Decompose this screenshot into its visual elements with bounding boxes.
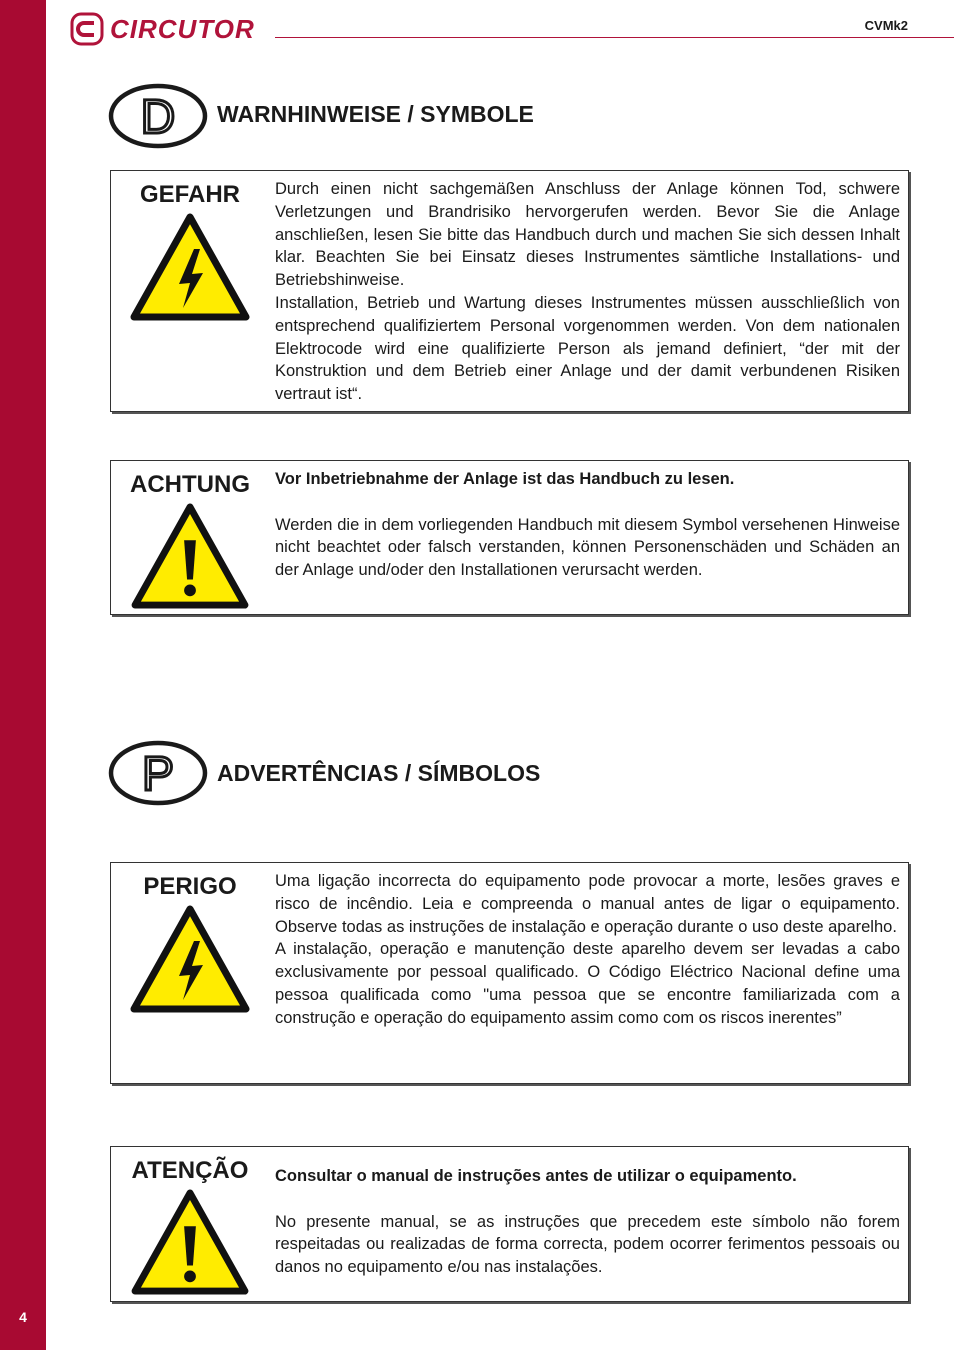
high-voltage-warning-icon [130,213,250,321]
caution-box-de [110,460,909,615]
sidebar-band [0,0,46,1350]
danger-text-de [275,178,900,406]
caution-label-de: ACHTUNG [130,471,250,498]
caution-body-de: Werden die in dem vorliegenden Handbuch mit diesem Symbol versehenen Hinweise nicht beachtet oder falsch verstanden, können Personenschäden und Schäden an der Anlage und/oder den Installationen verursacht werden. [275,515,900,580]
danger-box-pt [110,862,909,1084]
badge-letter-pt: P [141,748,175,801]
exclamation-warning-icon [131,1189,249,1295]
model-name: CVMk2 [864,18,908,33]
danger-paragraph-2-de: Installation, Betrieb und Wartung dieses Instrumentes müssen ausschließlich von entsprechend qualifiziertem Personal vorgenommen werden. Von dem nationalen Elektrocode wird eine qualifizierte Person als jemand definiert, “der mit der Konstruktion und dem Betrieb einer Anlage und der damit verbundenen Risiken vertraut ist“. [275,293,900,404]
danger-paragraph-2-pt: A instalação, operação e manutenção deste aparelho devem ser levadas a cabo exclusivamente por pessoal qualificado. O Código Eléctrico Nacional define uma pessoa qualificada como "uma pessoa que se encontre familiarizada com a construção e operação do equipamento assim como com os riscos inerentes” [275,940,900,1027]
danger-box-de [110,170,909,412]
caution-box-pt [110,1146,909,1302]
language-badge-pt [108,740,208,806]
section-title-de: WARNHINWEISE / SYMBOLE [217,101,534,127]
danger-paragraph-1-de: Durch einen nicht sachgemäßen Anschluss der Anlage können Tod, schwere Verletzungen und Brandrisiko hervorgerufen werden. Bevor Sie die Anlage anschließen, lesen Sie bitte das Handbuch durch und machen Sie sich dessen Inhalt klar. Beachten Sie bei Einsatz dieses Instrumentes sämtliche Installations- und Betriebshinweise. [275,180,900,290]
brand-name: CIRCUTOR [110,13,255,44]
section-title-pt: ADVERTÊNCIAS / SÍMBOLOS [217,760,541,786]
badge-letter-de: D [140,91,176,144]
danger-label-de: GEFAHR [139,181,240,208]
exclamation-warning-icon [131,503,249,609]
caution-text-de [275,468,900,582]
danger-text-pt [275,870,900,1030]
caution-label-pt: ATENÇÃO [131,1157,249,1184]
brand-logo [70,10,255,48]
caution-text-pt [275,1165,900,1279]
language-badge-de [108,83,208,149]
header-rule [275,37,954,38]
danger-label-pt: PERIGO [143,873,237,900]
circutor-logo-icon [70,12,104,46]
caution-body-pt: No presente manual, se as instruções que precedem este símbolo não forem respeitadas ou realizadas de forma correcta, podem ocorrer ferimentos pessoais ou danos no equipamento e/ou nas instalações. [275,1212,900,1277]
high-voltage-warning-icon [130,905,250,1013]
danger-paragraph-1-pt: Uma ligação incorrecta do equipamento pode provocar a morte, lesões graves e risco de incêndio. Leia e compreenda o manual antes de ligar o equipamento. Observe todas as instruções de instalação e operação durante o uso deste aparelho. [275,872,900,936]
caution-lead-de: Vor Inbetriebnahme der Anlage ist das Handbuch zu lesen. [275,470,735,488]
caution-lead-pt: Consultar o manual de instruções antes de utilizar o equipamento. [275,1167,797,1185]
page-number: 4 [19,1309,27,1325]
